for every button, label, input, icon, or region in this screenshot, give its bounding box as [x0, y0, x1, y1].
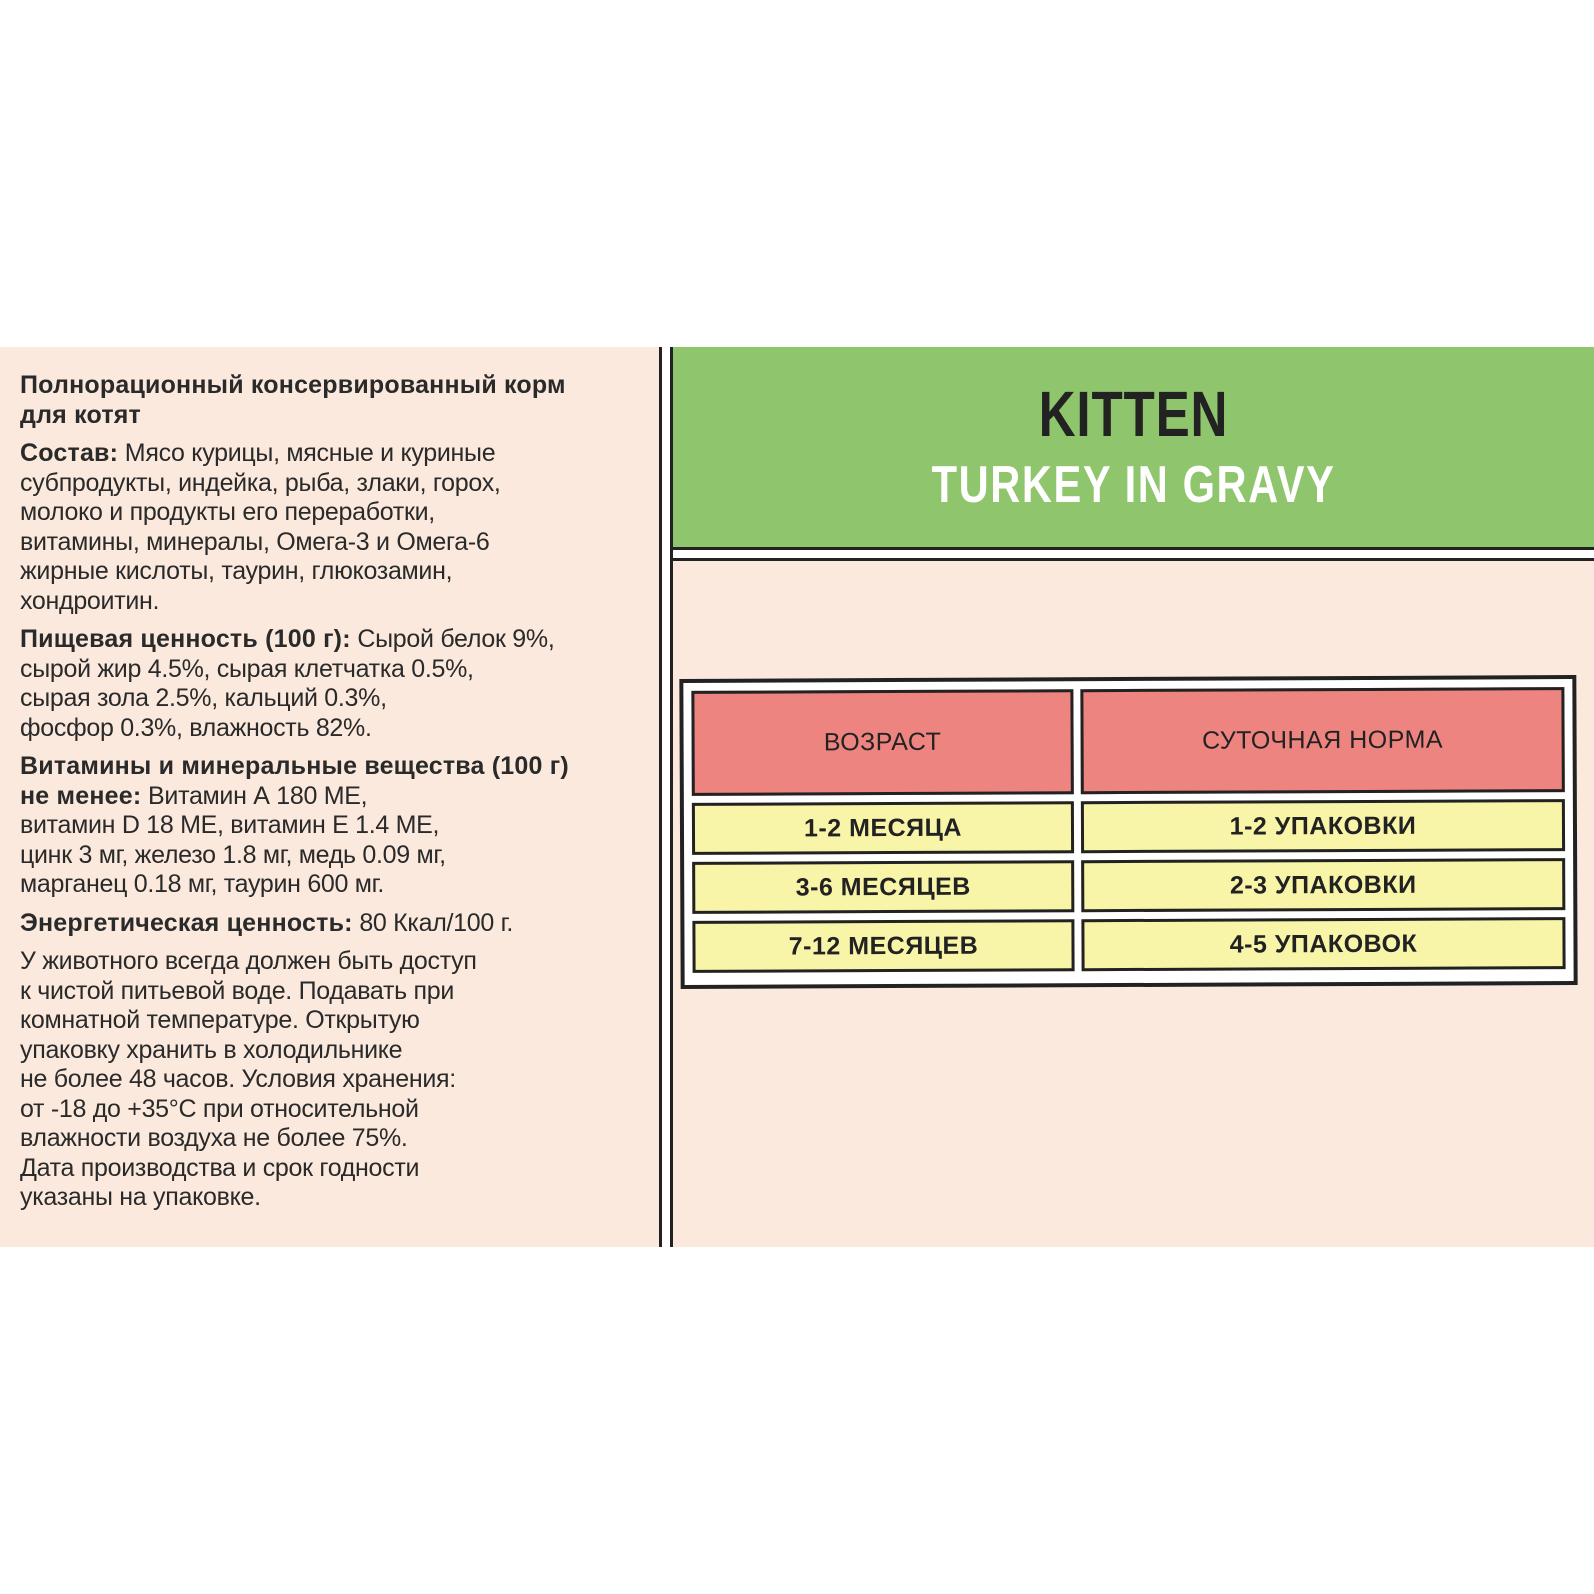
text-line: хондроитин.	[20, 586, 160, 615]
storage-instructions	[20, 947, 660, 1213]
divider	[673, 558, 1594, 561]
energy-value	[20, 909, 660, 939]
age-cell: 7-12 МЕСЯЦЕВ	[692, 919, 1074, 973]
text-line: фосфор 0.3%, влажность 82%.	[20, 713, 372, 742]
divider-gap	[673, 550, 1594, 558]
text-line: указаны на упаковке.	[20, 1183, 261, 1211]
table-row	[692, 858, 1565, 914]
text-line: для котят	[20, 400, 141, 429]
text-line: витамин D 18 МЕ, витамин Е 1.4 МЕ,	[20, 811, 440, 839]
text-line: Витамины и минеральные вещества (100 г)	[20, 752, 569, 780]
feeding-table	[679, 675, 1577, 989]
column-header-daily-amount: СУТОЧНАЯ НОРМА	[1080, 687, 1564, 794]
composition-text	[20, 371, 660, 1222]
text-line: Дата производства и срок годности	[20, 1153, 420, 1182]
text-line: субпродукты, индейка, рыба, злаки, горох,	[20, 468, 501, 497]
divider-gap	[662, 347, 670, 1247]
column-header-age: ВОЗРАСТ	[691, 689, 1073, 796]
text-line: упаковку хранить в холодильнике	[20, 1035, 403, 1064]
text-line: цинк 3 мг, железо 1.8 мг, медь 0.09 мг,	[20, 840, 446, 869]
amount-cell: 4-5 УПАКОВОК	[1081, 917, 1565, 971]
text-line: к чистой питьевой воде. Подавать при	[20, 976, 454, 1005]
text-line: от -18 до +35°С при относительной	[20, 1094, 419, 1123]
label-panel	[0, 347, 1594, 1247]
text-line: не менее: Витамин А 180 МЕ,	[20, 781, 368, 810]
text-line: марганец 0.18 мг, таурин 600 мг.	[20, 870, 385, 898]
text-line: не более 48 часов. Условия хранения:	[20, 1065, 456, 1093]
text-line: молоко и продукты его переработки,	[20, 498, 435, 526]
text-line: жирные кислоты, таурин, глюкозамин,	[20, 557, 453, 585]
table-row	[692, 917, 1565, 973]
text-line: комнатной температуре. Открытую	[20, 1006, 420, 1034]
product-subtitle: TURKEY IN GRAVY	[931, 456, 1336, 514]
age-cell: 3-6 МЕСЯЦЕВ	[692, 860, 1074, 914]
vitamins-minerals	[20, 752, 660, 900]
product-description	[20, 371, 660, 430]
product-title: KITTEN	[1038, 378, 1229, 450]
text-line: влажности воздуха не более 75%.	[20, 1124, 408, 1152]
nutritional-value	[20, 625, 660, 743]
amount-cell: 1-2 УПАКОВКИ	[1081, 799, 1565, 853]
table-header-row	[691, 687, 1564, 796]
text-line: Состав: Мясо курицы, мясные и куриные	[20, 439, 496, 467]
ingredients	[20, 439, 660, 616]
amount-cell: 2-3 УПАКОВКИ	[1081, 858, 1565, 912]
text-line: сырой жир 4.5%, сырая клетчатка 0.5%,	[20, 654, 474, 683]
composition-panel	[0, 347, 658, 1247]
product-header	[673, 347, 1594, 547]
text-line: Полнорационный консервированный корм	[20, 371, 566, 399]
text-line: витамины, минералы, Омега-3 и Омега-6	[20, 527, 490, 556]
text-line: Энергетическая ценность: 80 Ккал/100 г.	[20, 908, 514, 937]
text-line: У животного всегда должен быть доступ	[20, 947, 477, 975]
age-cell: 1-2 МЕСЯЦА	[692, 801, 1074, 855]
text-line: сырая зола 2.5%, кальций 0.3%,	[20, 684, 387, 712]
text-line: Пищевая ценность (100 г): Сырой белок 9%,	[20, 625, 555, 653]
table-row	[692, 799, 1565, 855]
